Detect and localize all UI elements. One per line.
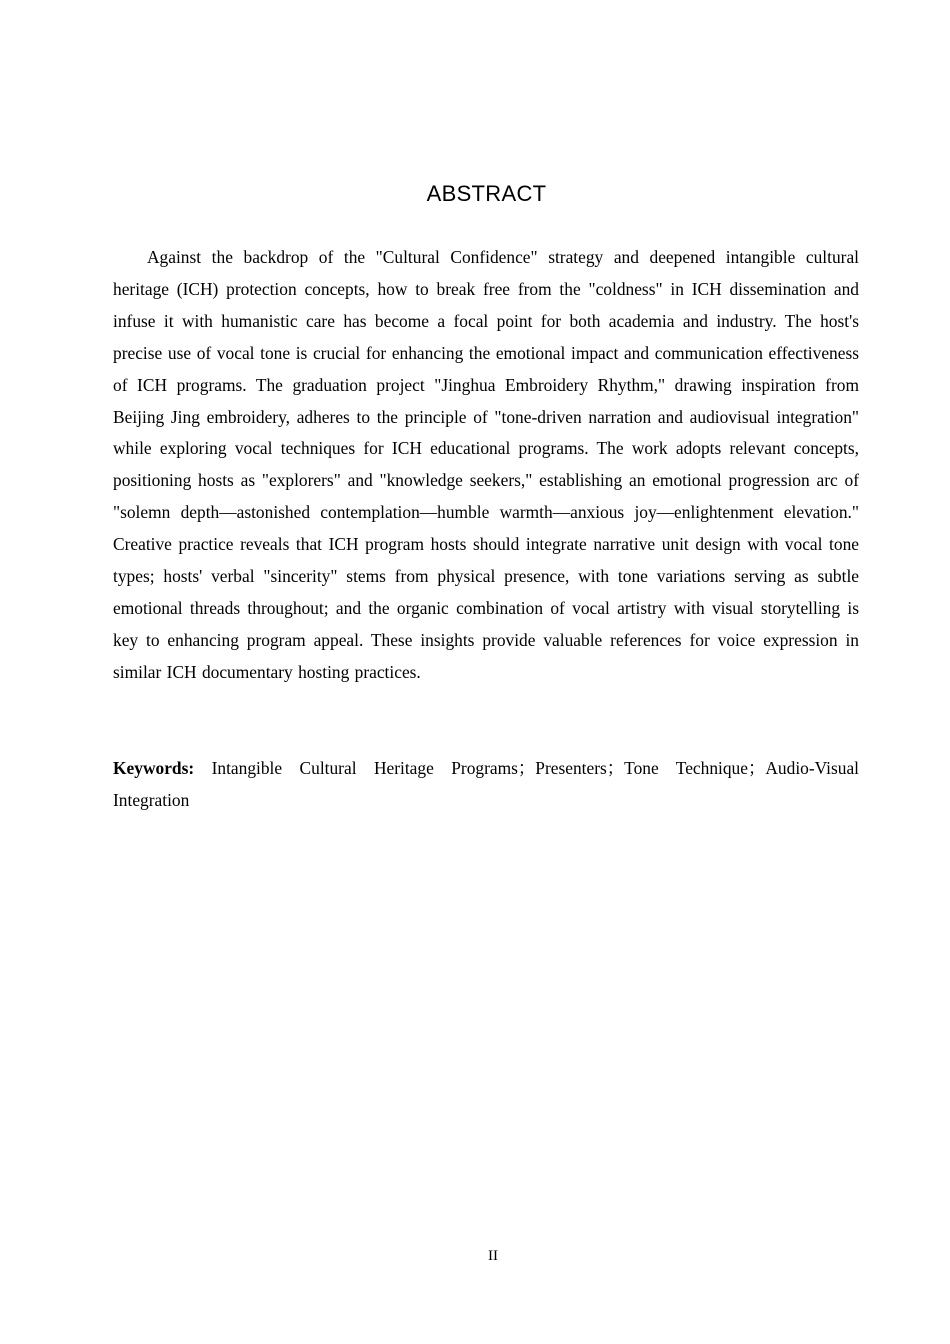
keywords-text: Intangible Cultural Heritage Programs；Presenters；Tone Technique；Audio-Visual Integration bbox=[113, 758, 859, 810]
keywords-line bbox=[113, 753, 859, 817]
abstract-title: ABSTRACT bbox=[426, 181, 547, 206]
keywords-label: Keywords: bbox=[113, 758, 195, 778]
page-number: II bbox=[488, 1248, 498, 1264]
abstract-body: Against the backdrop of the "Cultural Confidence" strategy and deepened intangible cultural heritage (ICH) protection concepts, how to break free from the "coldness" in ICH dissemination and infuse it with humanistic care has become a focal point for both academia and industry. The host's precise use of vocal tone is crucial for enhancing the emotional impact and communication effectiveness of ICH programs. The graduation project "Jinghua Embroidery Rhythm," drawing inspiration from Beijing Jing embroidery, adheres to the principle of "tone-driven narration and audiovisual integration" while exploring vocal techniques for ICH educational programs. The work adopts relevant concepts, positioning hosts as "explorers" and "knowledge seekers," establishing an emotional progression arc of "solemn depth—astonished contemplation—humble warmth—anxious joy—enlightenment elevation." Creative practice reveals that ICH program hosts should integrate narrative unit design with vocal tone types; hosts' verbal "sincerity" stems from physical presence, with tone variations serving as subtle emotional threads throughout; and the organic combination of vocal artistry with visual storytelling is key to enhancing program appeal. These insights provide valuable references for voice expression in similar ICH documentary hosting practices. bbox=[113, 247, 859, 682]
